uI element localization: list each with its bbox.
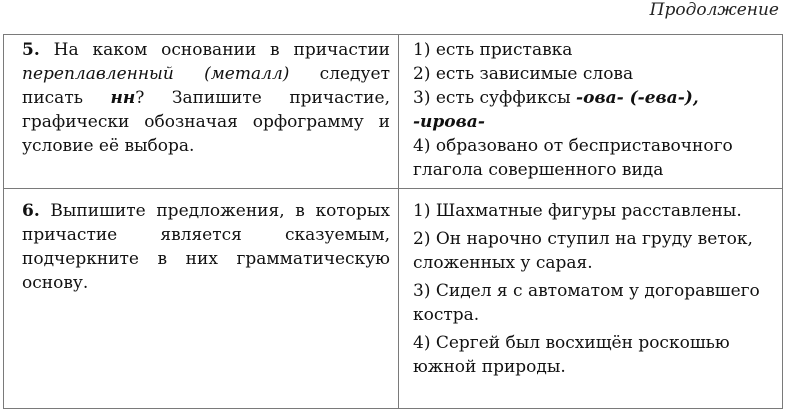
answer-option-1: 1) есть приставка [413,40,573,60]
table-row [4,35,783,189]
question-cell-5 [4,35,399,189]
answer-option-2: 2) Он нарочно ступил на груду веток, сложенных у сарая. [413,229,753,273]
question-letters: нн [110,88,136,108]
question-number: 5. [22,40,40,60]
table-row [4,189,783,409]
question-example-word: переплавленный (металл) [22,64,290,84]
question-text: следует писать [22,64,390,108]
question-text: ? Запишите причастие, графически обозначая орфограмму и условие её выбора. [22,88,390,156]
task-table [3,34,783,409]
answer-option-1: 1) Шахматные фигуры расставлены. [413,201,742,221]
answer-option-3: 3) Сидел я с автоматом у догоравшего костра. [413,281,760,325]
answer-option-4: 4) образовано от бесприставочного глагола совершенного вида [413,136,733,180]
question-text: На каком основании в причастии [39,40,390,60]
answer-cell-5 [399,35,783,189]
answer-option-4: 4) Сергей был восхищён роскошью южной природы. [413,333,730,377]
answer-cell-6 [399,189,783,409]
question-number: 6. [22,201,40,221]
answer-option-3-suffixes: -ова- (-ева-), -ирова- [413,88,699,132]
answer-option-3-text: 3) есть суффиксы [413,88,577,108]
answer-option-2: 2) есть зависимые слова [413,64,634,84]
question-text: Выпишите предложения, в которых причастие является сказуемым, подчеркните в них грамматическую основу. [22,201,390,293]
answer-option-3 [413,86,772,134]
continuation-label: Продолжение [649,0,779,20]
question-cell-6 [4,189,399,409]
